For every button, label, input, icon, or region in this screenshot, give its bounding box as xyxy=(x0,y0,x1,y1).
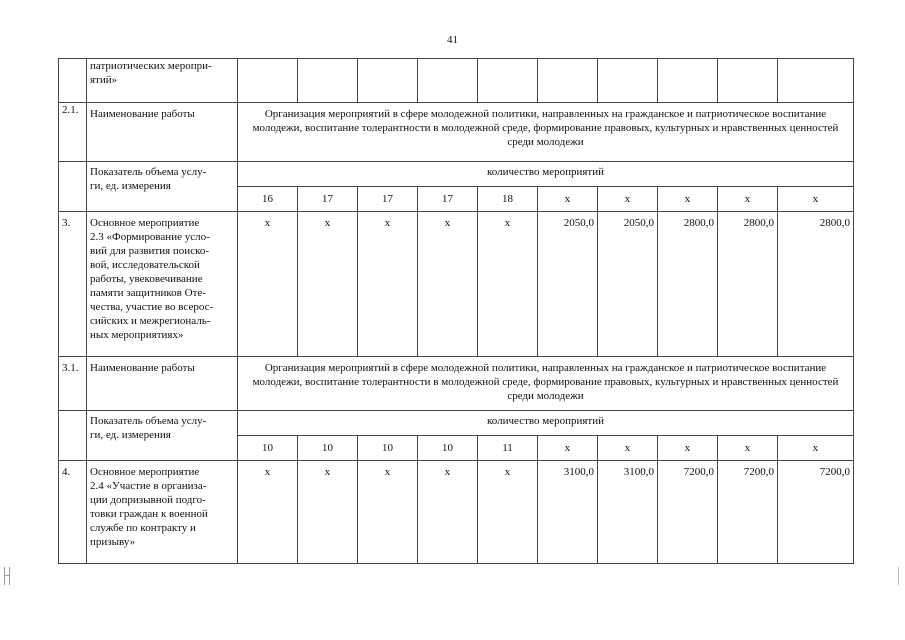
value-cell xyxy=(718,59,778,103)
activity-name-cell: Основное мероприятие 2.3 «Формирование усло- вий для развития поиско- вой, исследовательской работы, увековечивание памяти защитников Оте- чества, участие во всерос- сийских и межрегиональ- ных мероприятиях» xyxy=(87,212,238,357)
indicator-value: 10 xyxy=(238,436,298,461)
indicator-value: 11 xyxy=(478,436,538,461)
row-number-cell: 3. xyxy=(59,212,87,357)
scan-margin-mark xyxy=(898,567,902,585)
indicator-value: х xyxy=(538,187,598,212)
row-number-cell: 4. xyxy=(59,461,87,564)
table-row xyxy=(59,103,854,162)
value-cell: х xyxy=(238,461,298,564)
value-cell: 7200,0 xyxy=(718,461,778,564)
value-cell: х xyxy=(358,212,418,357)
value-cell: х xyxy=(478,461,538,564)
value-cell: х xyxy=(358,461,418,564)
row-number-cell xyxy=(59,411,87,461)
activity-name-cell: патриотических меропри- ятий» xyxy=(87,59,238,103)
row-number-cell: 3.1. xyxy=(59,357,87,411)
value-cell xyxy=(598,59,658,103)
table-row xyxy=(59,357,854,411)
table-row xyxy=(59,461,854,564)
value-cell xyxy=(298,59,358,103)
indicator-value: 10 xyxy=(418,436,478,461)
indicator-value: х xyxy=(538,436,598,461)
indicator-unit: количество мероприятий xyxy=(238,411,854,436)
indicator-value: х xyxy=(658,187,718,212)
work-description: Организация мероприятий в сфере молодежной политики, направленных на гражданское и патриотическое воспитание молодежи, воспитание толерантности в молодежной среде, формирование правовых, культурных и нравственных ценностей среди молодежи xyxy=(238,357,854,411)
value-cell: 2800,0 xyxy=(778,212,854,357)
indicator-value: х xyxy=(598,436,658,461)
work-name-label: Наименование работы xyxy=(87,103,238,162)
value-cell xyxy=(418,59,478,103)
activity-name-cell: Основное мероприятие 2.4 «Участие в организа- ции допризывной подго- товки граждан к военной службе по контракту и призыву» xyxy=(87,461,238,564)
value-cell: х xyxy=(298,212,358,357)
indicator-label: Показатель объема услу- ги, ед. измерения xyxy=(87,162,238,212)
table-row xyxy=(59,162,854,187)
value-cell: х xyxy=(298,461,358,564)
value-cell: 2050,0 xyxy=(538,212,598,357)
value-cell: х xyxy=(418,461,478,564)
indicator-unit: количество мероприятий xyxy=(238,162,854,187)
indicator-label: Показатель объема услу- ги, ед. измерения xyxy=(87,411,238,461)
value-cell: х xyxy=(418,212,478,357)
value-cell xyxy=(778,59,854,103)
value-cell: х xyxy=(478,212,538,357)
value-cell: 3100,0 xyxy=(598,461,658,564)
indicator-value: 10 xyxy=(358,436,418,461)
value-cell xyxy=(658,59,718,103)
value-cell: 3100,0 xyxy=(538,461,598,564)
row-number-cell xyxy=(59,162,87,212)
value-cell xyxy=(478,59,538,103)
table-row xyxy=(59,411,854,436)
table-row xyxy=(59,59,854,103)
indicator-value: х xyxy=(718,187,778,212)
indicator-value: х xyxy=(718,436,778,461)
indicator-value: х xyxy=(778,436,854,461)
indicator-value: 16 xyxy=(238,187,298,212)
indicator-value: х xyxy=(598,187,658,212)
value-cell: 2050,0 xyxy=(598,212,658,357)
row-number-cell: 2.1. xyxy=(59,103,87,162)
indicator-value: 17 xyxy=(298,187,358,212)
value-cell: 2800,0 xyxy=(658,212,718,357)
value-cell xyxy=(358,59,418,103)
row-number-cell xyxy=(59,59,87,103)
value-cell: х xyxy=(238,212,298,357)
work-description: Организация мероприятий в сфере молодежной политики, направленных на гражданское и патриотическое воспитание молодежи, воспитание толерантности в молодежной среде, формирование правовых, культурных и нравственных ценностей среди молодежи xyxy=(238,103,854,162)
indicator-value: х xyxy=(778,187,854,212)
page-number: 41 xyxy=(447,34,458,46)
indicator-value: 17 xyxy=(418,187,478,212)
value-cell: 7200,0 xyxy=(778,461,854,564)
scan-margin-mark xyxy=(4,567,10,585)
table-row xyxy=(59,212,854,357)
indicator-value: х xyxy=(658,436,718,461)
work-name-label: Наименование работы xyxy=(87,357,238,411)
value-cell xyxy=(238,59,298,103)
value-cell: 7200,0 xyxy=(658,461,718,564)
value-cell xyxy=(538,59,598,103)
indicator-value: 17 xyxy=(358,187,418,212)
indicator-value: 10 xyxy=(298,436,358,461)
indicator-value: 18 xyxy=(478,187,538,212)
value-cell: 2800,0 xyxy=(718,212,778,357)
program-activities-table xyxy=(58,58,854,564)
